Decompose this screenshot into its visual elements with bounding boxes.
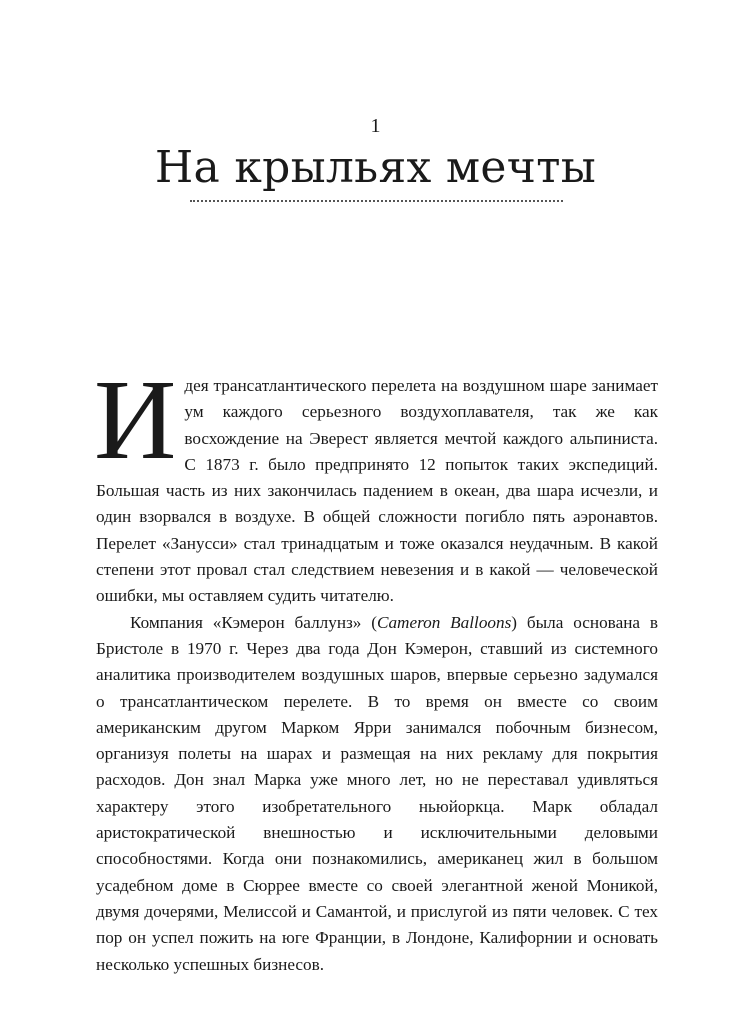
paragraph-2-text-after: ) была основана в Бристоле в 1970 г. Через два года Дон Кэмерон, ставший из системного аналитика производителем воздушных шаров, впервые серьезно задумался о трансатлантическом перелете. В то время он вместе со своим американским другом Марком Ярри занимался побочным бизнесом, организуя полеты на шарах и размещая на них рекламу для покрытия расходов. Дон знал Марка уже много лет, но не переставал удивляться характеру этого изобретательного ньюйоркца. Марк обладал аристократической внешностью и исключительными деловыми способностями. Когда они познакомились, американец жил в большом усадебном доме в Сюррее вместе со своей элегантной женой Моникой, двумя дочерями, Мелиссой и Самантой, и прислугой из пяти человек. С тех пор он успел пожить на юге Франции, в Лондоне, Калифорнии и основать несколько успешных бизнесов. bbox=[96, 612, 658, 974]
chapter-body bbox=[94, 356, 658, 978]
chapter-number: 1 bbox=[370, 115, 381, 137]
paragraph-1-text: дея трансатлантического перелета на воздушном шаре занимает ум каждого серьезного воздухоплавателя, так же как восхождение на Эверест является мечтой каждого альпиниста. С 1873 г. было предпринято 12 попыток таких экспедиций. Большая часть из них закончилась падением в океан, два шара исчезли, и один взорвался в воздухе. В общей сложности погибло пять аэронавтов. Перелет «Занусси» стал тринадцатым и тоже оказался неудачным. В какой степени этот провал стал следствием невезения и в какой — человеческой ошибки, мы оставляем судить читателю. bbox=[96, 376, 658, 606]
drop-cap: И bbox=[94, 356, 177, 483]
paragraph-2-text-before: Компания «Кэмерон баллунз» ( bbox=[130, 612, 377, 632]
title-dotted-rule bbox=[190, 200, 563, 202]
company-name-italic: Cameron Balloons bbox=[376, 612, 512, 632]
paragraph-1 bbox=[94, 356, 658, 610]
chapter-title: На крыльях мечты bbox=[154, 142, 597, 193]
paragraph-2 bbox=[96, 610, 658, 978]
